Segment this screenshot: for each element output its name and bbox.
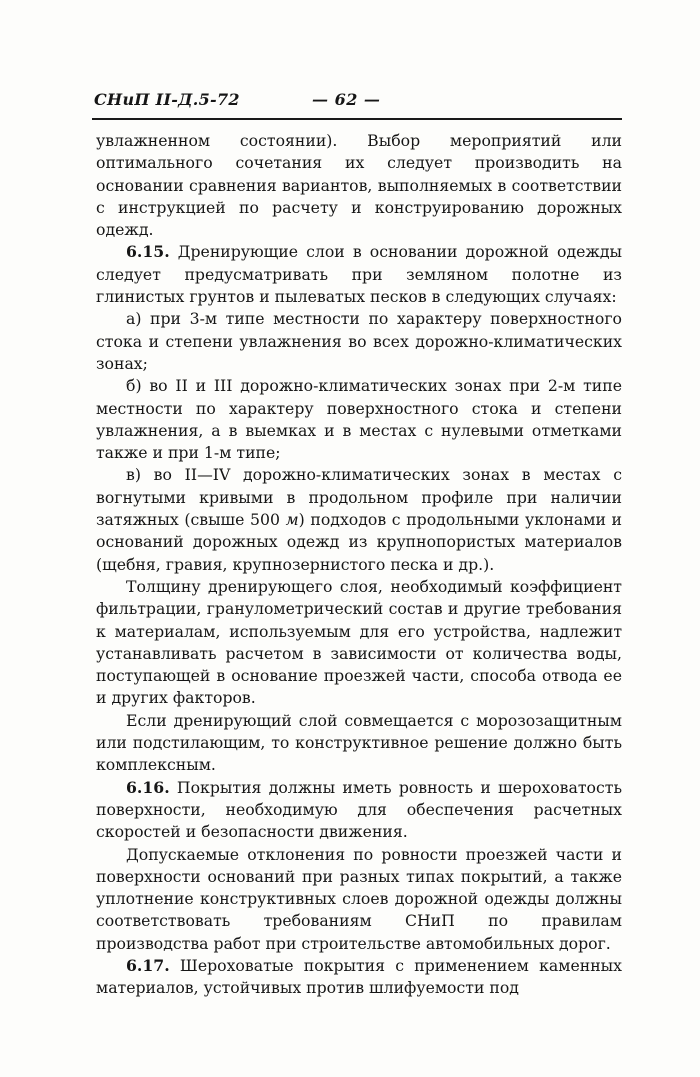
- page-number: — 62 —: [312, 90, 381, 109]
- paragraph-continuation: увлажненном состоянии). Выбор мероприятий или оптимального сочетания их следует производить на основании сравнения вариантов, выполняемых в соответствии с инструкцией по расчету и конструированию дорожных одежд.: [96, 131, 622, 240]
- clause-number: 6.16.: [126, 777, 170, 797]
- paragraph-drain-thickness: Толщину дренирующего слоя, необходимый коэффициент фильтрации, гранулометрический состав и другие требования к материалам, используемым для его устройства, надлежит устанавливать расчетом в зависимости от количества воды, поступающей в основание проезжей части, способа отвода ее и других факторов.: [96, 576, 622, 708]
- paragraph-tolerances: Допускаемые отклонения по ровности проезжей части и поверхности оснований при разных типах покрытий, а также уплотнение конструктивных слоев дорожной одежды должны соответствовать требованиям СНиП по правилам производства работ при строительстве автомобильных дорог.: [96, 844, 622, 953]
- page-header: [94, 88, 620, 118]
- document-code: СНиП II-Д.5-72: [94, 90, 240, 109]
- paragraph-6-16: 6.16. Покрытия должны иметь ровность и шероховатость поверхности, необходимую для обеспечения расчетных скоростей и безопасности движения.: [96, 777, 622, 842]
- clause-number: 6.15.: [126, 242, 170, 262]
- paragraph-6-15: 6.15. Дренирующие слои в основании дорожной одежды следует предусматривать при земляном полотне из глинистых грунтов и пылеватых песков в следующих случаях:: [96, 242, 622, 307]
- header-rule: [92, 118, 622, 120]
- body-text: [96, 130, 622, 1000]
- unit-meter: м: [285, 510, 299, 530]
- paragraph-6-17: 6.17. Шероховатые покрытия с применением каменных материалов, устойчивых против шлифуемости под: [96, 955, 622, 998]
- clause-number: 6.17.: [126, 955, 170, 975]
- list-item-v: в) во II—IV дорожно-климатических зонах в местах с вогнутыми кривыми в продольном профиле при наличии затяжных (свыше 500 м) подходов с продольными уклонами и оснований дорожных одежд из крупнопористых материалов (щебня, гравия, крупнозернистого песка и др.).: [96, 465, 622, 574]
- paragraph-drain-combined: Если дренирующий слой совмещается с морозозащитным или подстилающим, то конструктивное решение должно быть комплексным.: [96, 710, 622, 775]
- list-item-a: а) при 3-м типе местности по характеру поверхностного стока и степени увлажнения во всех дорожно-климатических зонах;: [96, 309, 622, 373]
- list-item-b: б) во II и III дорожно-климатических зонах при 2-м типе местности по характеру поверхностного стока и степени увлажнения, а в выемках и в местах с нулевыми отметками также и при 1-м типе;: [96, 376, 622, 463]
